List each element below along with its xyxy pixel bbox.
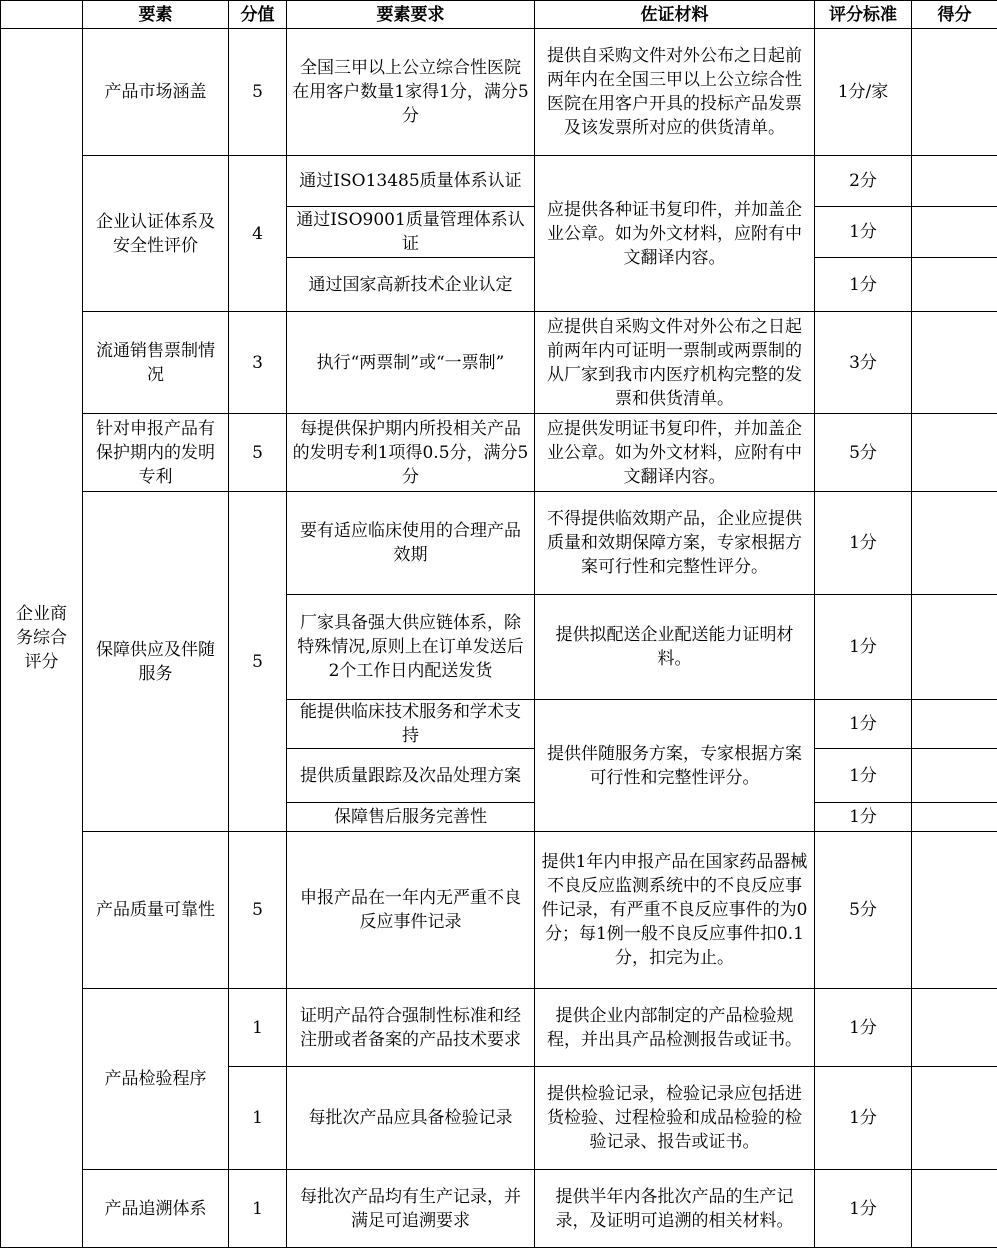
header-row [1,1,997,29]
requirement-cell: 通过国家高新技术企业认定 [287,258,535,312]
requirement-cell: 每提供保护期内所投相关产品的发明专利1项得0.5分，满分5分 [287,414,535,492]
header-standard: 评分标准 [815,1,912,29]
evidence-cell: 不得提供临效期产品，企业应提供质量和效期保障方案，专家根据方案可行性和完整性评分。 [535,492,815,595]
standard-cell: 1分 [815,803,912,832]
score-cell[interactable] [912,1067,997,1170]
standard-cell: 1分 [815,492,912,595]
header-requirement: 要素要求 [287,1,535,29]
table-row [1,492,997,595]
requirement-cell: 证明产品符合强制性标准和经注册或者备案的产品技术要求 [287,989,535,1067]
requirement-cell: 申报产品在一年内无严重不良反应事件记录 [287,832,535,989]
standard-cell: 1分 [815,700,912,749]
points-cell: 1 [229,989,287,1067]
element-cell: 保障供应及伴随服务 [83,492,229,832]
table-row [1,832,997,989]
element-cell: 针对申报产品有保护期内的发明专利 [83,414,229,492]
points-cell: 5 [229,29,287,156]
standard-cell: 1分 [815,207,912,258]
evidence-cell: 应提供各种证书复印件，并加盖企业公章。如为外文材料，应附有中文翻译内容。 [535,156,815,312]
standard-cell: 1分 [815,1067,912,1170]
element-cell: 企业认证体系及安全性评价 [83,156,229,312]
header-score: 得分 [912,1,997,29]
element-cell: 产品检验程序 [83,989,229,1170]
points-cell: 5 [229,832,287,989]
score-cell[interactable] [912,156,997,207]
requirement-cell: 能提供临床技术服务和学术支持 [287,700,535,749]
points-cell: 5 [229,414,287,492]
evidence-cell: 提供半年内各批次产品的生产记录，及证明可追溯的相关材料。 [535,1170,815,1248]
points-cell: 1 [229,1067,287,1170]
evidence-cell: 提供1年内申报产品在国家药品器械不良反应监测系统中的不良反应事件记录，有严重不良反应事件的为0分；每1例一般不良反应事件扣0.1分，扣完为止。 [535,832,815,989]
score-cell[interactable] [912,832,997,989]
standard-cell: 5分 [815,832,912,989]
standard-cell: 5分 [815,414,912,492]
requirement-cell: 要有适应临床使用的合理产品效期 [287,492,535,595]
standard-cell: 1分 [815,258,912,312]
standard-cell: 1分 [815,595,912,700]
evidence-cell: 提供伴随服务方案，专家根据方案可行性和完整性评分。 [535,700,815,832]
score-cell[interactable] [912,312,997,414]
standard-cell: 2分 [815,156,912,207]
points-cell: 3 [229,312,287,414]
table-row [1,29,997,156]
standard-cell: 1分/家 [815,29,912,156]
standard-cell: 3分 [815,312,912,414]
standard-cell: 1分 [815,1170,912,1248]
table-row [1,1170,997,1248]
score-cell[interactable] [912,258,997,312]
points-cell: 1 [229,1170,287,1248]
header-category [1,1,83,29]
header-element: 要素 [83,1,229,29]
element-cell: 产品市场涵盖 [83,29,229,156]
requirement-cell: 全国三甲以上公立综合性医院在用客户数量1家得1分，满分5分 [287,29,535,156]
evidence-cell: 应提供自采购文件对外公布之日起前两年内可证明一票制或两票制的从厂家到我市内医疗机构完整的发票和供货清单。 [535,312,815,414]
standard-cell: 1分 [815,749,912,803]
score-cell[interactable] [912,414,997,492]
header-evidence: 佐证材料 [535,1,815,29]
points-cell: 5 [229,492,287,832]
points-cell: 4 [229,156,287,312]
evidence-cell: 提供企业内部制定的产品检验规程，并出具产品检测报告或证书。 [535,989,815,1067]
header-points: 分值 [229,1,287,29]
score-cell[interactable] [912,749,997,803]
score-cell[interactable] [912,803,997,832]
score-cell[interactable] [912,1170,997,1248]
element-cell: 产品质量可靠性 [83,832,229,989]
score-cell[interactable] [912,989,997,1067]
score-cell[interactable] [912,207,997,258]
requirement-cell: 每批次产品应具备检验记录 [287,1067,535,1170]
score-cell[interactable] [912,29,997,156]
table-row [1,414,997,492]
requirement-cell: 保障售后服务完善性 [287,803,535,832]
evidence-cell: 应提供发明证书复印件，并加盖企业公章。如为外文材料，应附有中文翻译内容。 [535,414,815,492]
requirement-cell: 执行“两票制”或“一票制” [287,312,535,414]
table-row [1,156,997,207]
requirement-cell: 提供质量跟踪及次品处理方案 [287,749,535,803]
requirement-cell: 通过ISO13485质量体系认证 [287,156,535,207]
requirement-cell: 通过ISO9001质量管理体系认证 [287,207,535,258]
requirement-cell: 厂家具备强大供应链体系，除特殊情况,原则上在订单发送后2个工作日内配送发货 [287,595,535,700]
score-cell[interactable] [912,595,997,700]
table-row [1,989,997,1067]
category-cell: 企业商务综合评分 [1,29,83,1248]
score-cell[interactable] [912,492,997,595]
evidence-cell: 提供检验记录，检验记录应包括进货检验、过程检验和成品检验的检验记录、报告或证书。 [535,1067,815,1170]
evidence-cell: 提供自采购文件对外公布之日起前两年内在全国三甲以上公立综合性医院在用客户开具的投标产品发票及该发票所对应的供货清单。 [535,29,815,156]
standard-cell: 1分 [815,989,912,1067]
element-cell: 产品追溯体系 [83,1170,229,1248]
requirement-cell: 每批次产品均有生产记录，并满足可追溯要求 [287,1170,535,1248]
evidence-cell: 提供拟配送企业配送能力证明材料。 [535,595,815,700]
element-cell: 流通销售票制情况 [83,312,229,414]
table-row [1,312,997,414]
score-cell[interactable] [912,700,997,749]
